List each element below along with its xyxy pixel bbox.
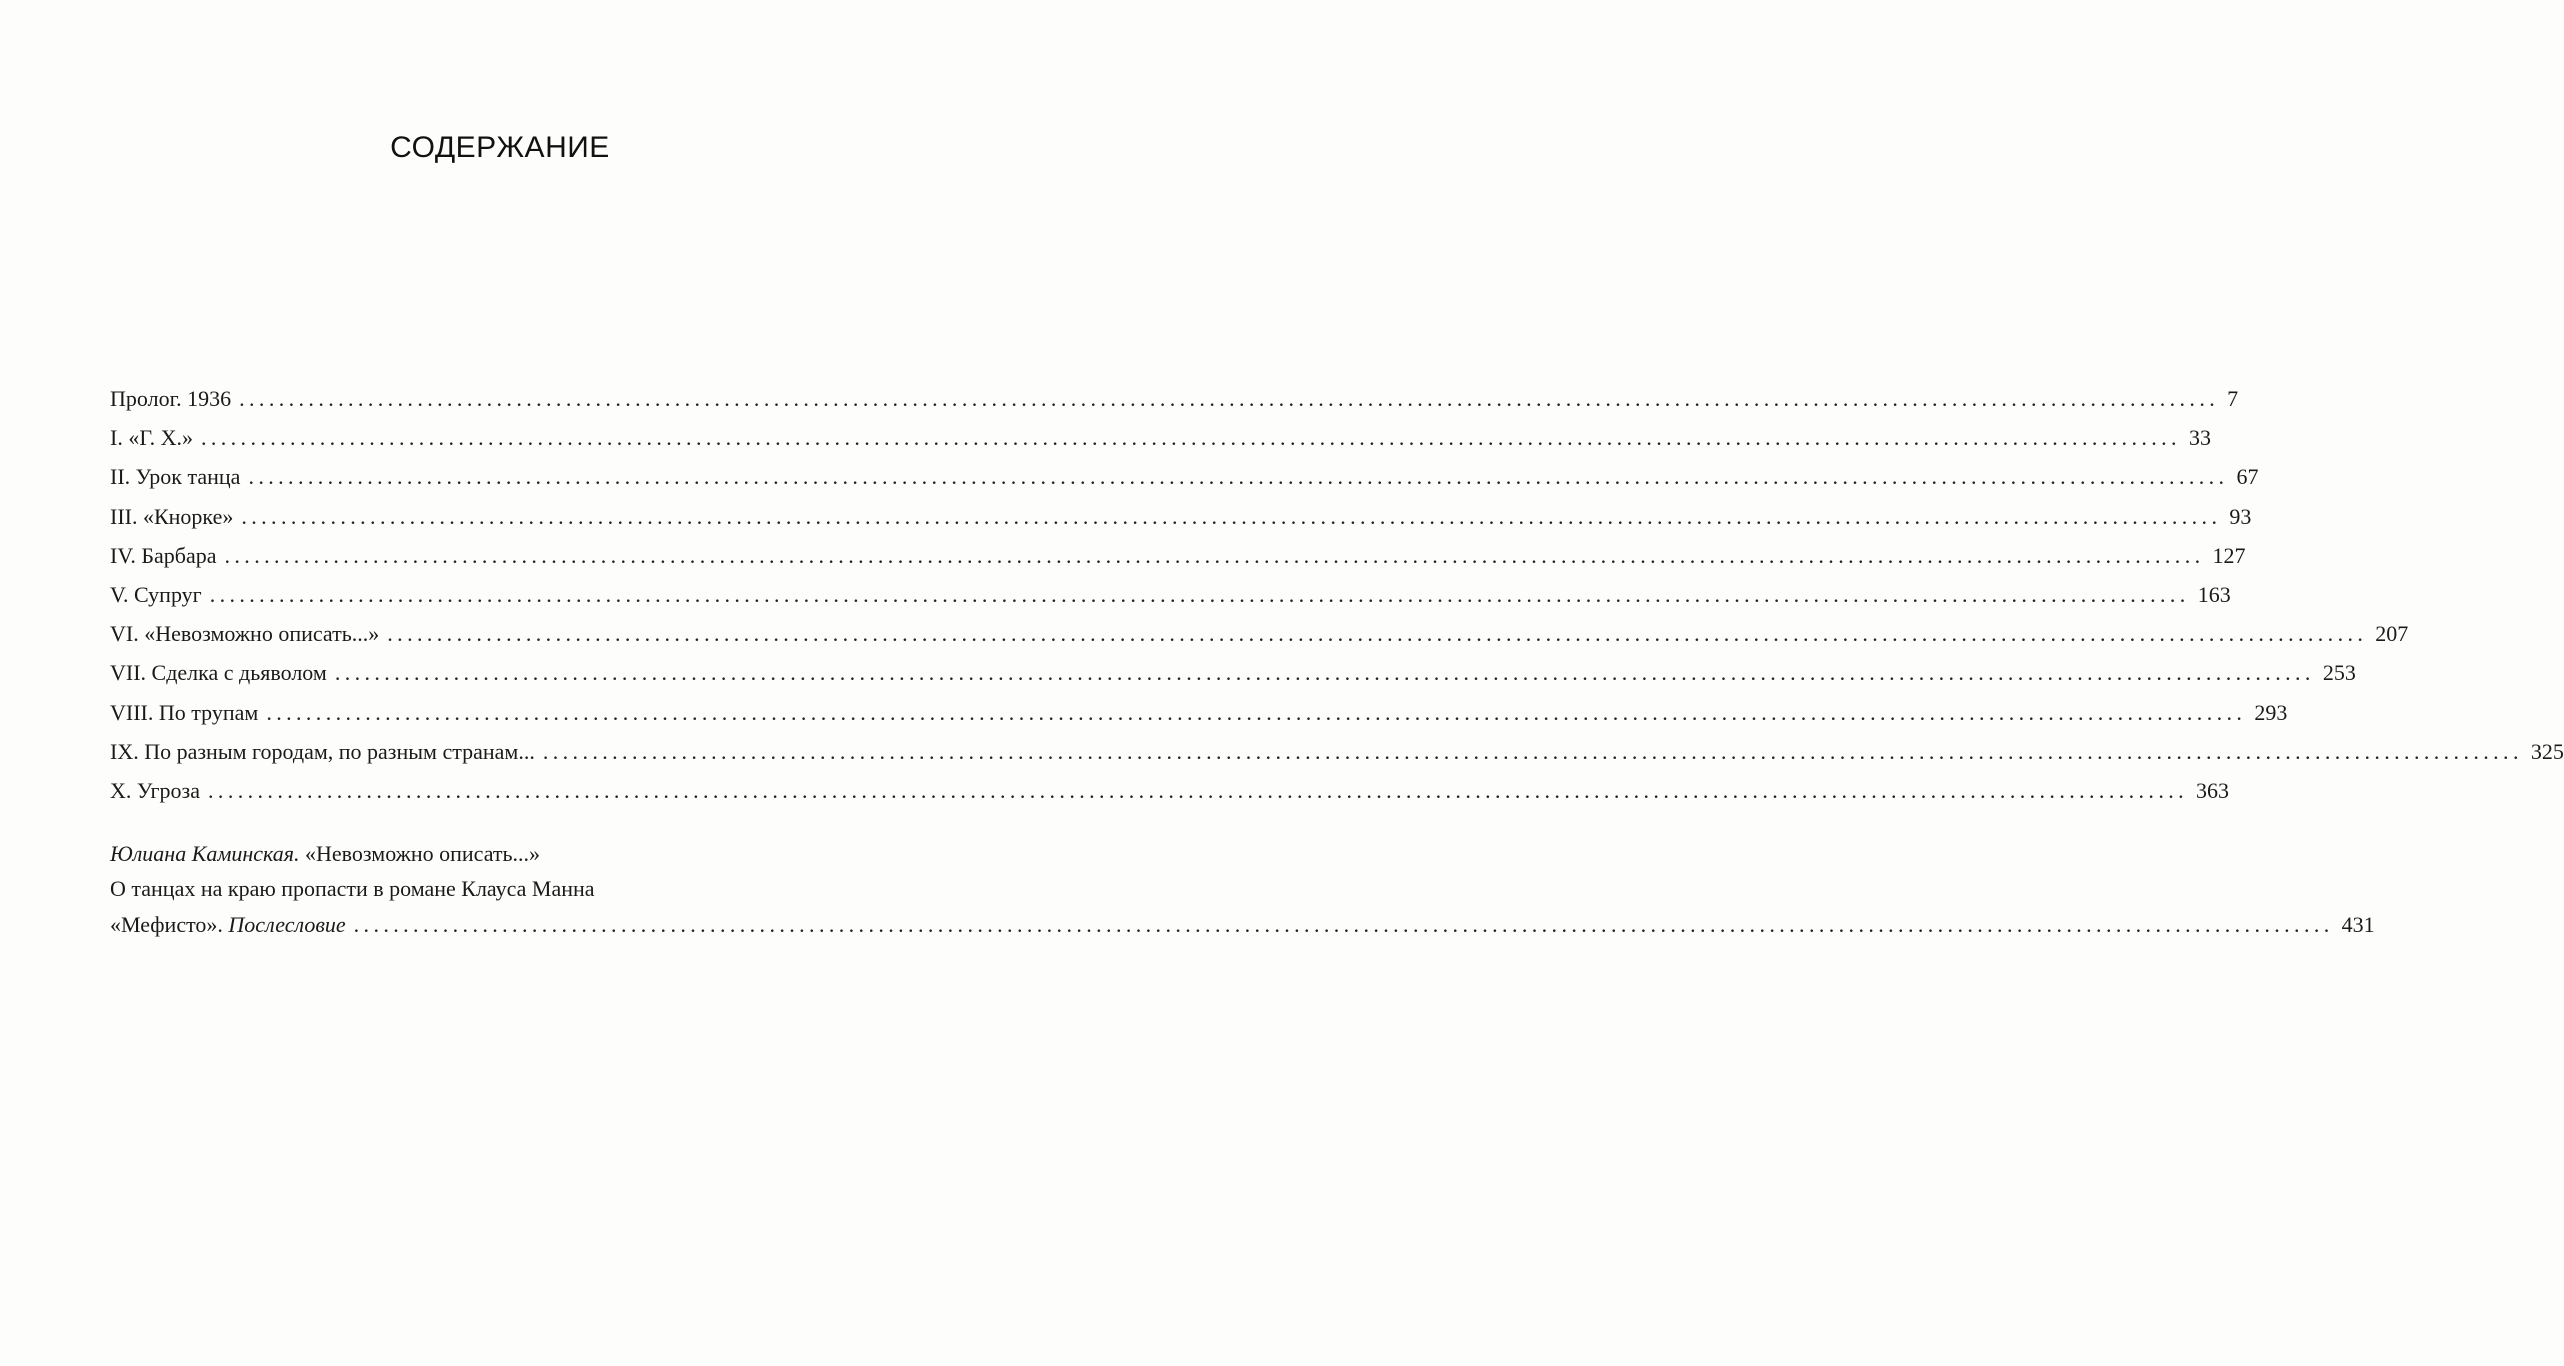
toc-leader-dots: ........................................................................................................................................................................................................: [248, 464, 2229, 490]
toc-entry: [110, 497, 2252, 536]
afterword-line-2: О танцах на краю пропасти в романе Клауса Манна: [110, 876, 595, 901]
toc-entry: [110, 614, 2409, 653]
toc-leader-dots: ........................................................................................................................................................................................................: [387, 621, 2368, 647]
toc-entry: [110, 457, 2259, 496]
afterword-line-1: [110, 836, 894, 871]
toc-entry-page: 363: [2196, 777, 2230, 803]
toc-entry-page: 325: [2530, 738, 2564, 764]
toc-entry-page: 7: [2227, 386, 2239, 411]
afterword-line-3: [110, 906, 2375, 944]
toc-entry: [110, 418, 2211, 457]
toc-leader-dots: ........................................................................................................................................................................................................: [224, 542, 2205, 568]
toc-entry-title: Пролог. 1936: [110, 386, 232, 411]
afterword-author: Юлиана Каминская.: [110, 841, 300, 866]
afterword-entry: [110, 836, 2375, 944]
toc-entry-title: VII. Сделка с дьяволом: [110, 660, 327, 686]
toc-entry: [110, 575, 2231, 614]
toc-entry-page: 33: [2188, 425, 2211, 451]
toc-entry-page: 253: [2322, 660, 2356, 686]
toc-entry-title: III. «Кнорке»: [110, 503, 234, 529]
table-of-contents: [110, 379, 2564, 810]
toc-leader-dots: ........................................................................................................................................................................................................: [334, 660, 2315, 686]
toc-leader-dots: ........................................................................................................................................................................................................: [200, 425, 2181, 451]
toc-entry-page: 127: [2212, 542, 2246, 568]
toc-leader-dots: ........................................................................................................................................................................................................: [241, 503, 2222, 529]
toc-entry-page: 67: [2236, 464, 2259, 490]
toc-leader-dots: ........................................................................................................................................................................................................: [239, 386, 2220, 411]
toc-leader-dots: ........................................................................................................................................................................................................: [209, 581, 2190, 607]
toc-entry: [110, 693, 2288, 732]
toc-leader-dots: ........................................................................................................................................................................................................: [353, 912, 2334, 937]
toc-entry: [110, 536, 2246, 575]
afterword-book-title: «Мефисто».: [110, 912, 229, 937]
toc-leader-dots: ........................................................................................................................................................................................................: [542, 738, 2523, 764]
toc-entry: [110, 379, 2239, 418]
toc-entry-title: II. Урок танца: [110, 464, 241, 490]
toc-entry-page: 163: [2197, 581, 2231, 607]
toc-entry-title: I. «Г. Х.»: [110, 425, 193, 451]
afterword-label: Послесловие: [228, 912, 346, 937]
toc-entry-title: IV. Барбара: [110, 542, 217, 568]
afterword-title: «Невозможно описать...»: [299, 841, 541, 866]
toc-entry-title: VIII. По трупам: [110, 699, 259, 725]
toc-leader-dots: ........................................................................................................................................................................................................: [208, 777, 2189, 803]
toc-leader-dots: ........................................................................................................................................................................................................: [266, 699, 2247, 725]
afterword-line-3-text: [110, 906, 346, 944]
afterword-page: 431: [2341, 912, 2375, 937]
toc-entry-page: 93: [2229, 503, 2252, 529]
toc-entry: [110, 653, 2356, 692]
toc-entry-title: IX. По разным городам, по разным странам...: [110, 738, 535, 764]
toc-entry-title: V. Супруг: [110, 581, 202, 607]
toc-entry-page: 293: [2254, 699, 2288, 725]
toc-entry-title: X. Угроза: [110, 777, 201, 803]
toc-entry-page: 207: [2375, 621, 2409, 647]
toc-entry: [110, 771, 2230, 810]
toc-entry-title: VI. «Невозможно описать...»: [110, 621, 380, 647]
page-title: СОДЕРЖАНИЕ: [390, 131, 610, 164]
toc-entry: [110, 732, 2564, 771]
